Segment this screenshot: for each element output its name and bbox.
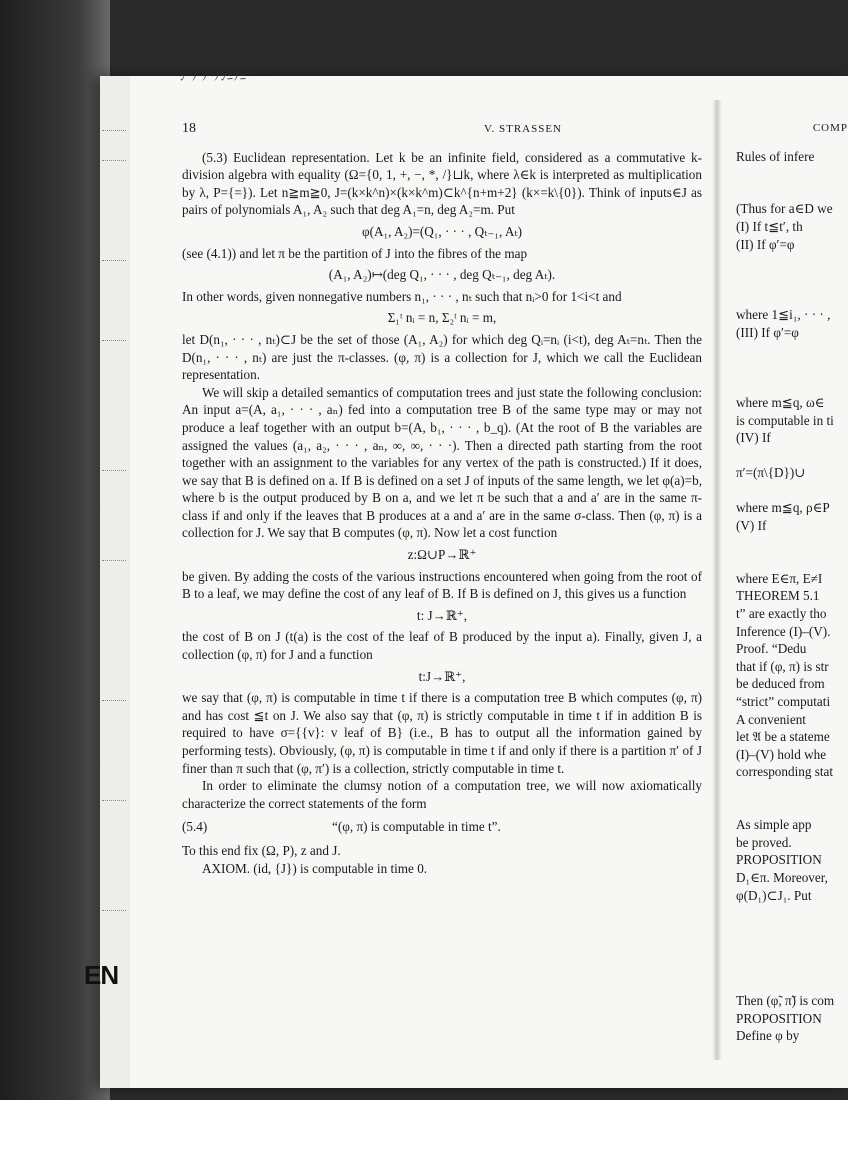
facing-page-line: that if (φ, π) is str xyxy=(736,658,829,674)
facing-page-lines xyxy=(736,148,848,1045)
facing-page-line: (II) If φ′=φ xyxy=(736,236,795,252)
author-header: V. STRASSEN xyxy=(483,123,562,135)
strip-mark xyxy=(102,700,126,701)
page-number: 18 xyxy=(182,121,196,136)
axiom: AXIOM. (id, {J}) is computable in time 0. xyxy=(202,860,428,876)
facing-page-line: where 1≦i₁, · · · , xyxy=(736,306,831,322)
facing-page-column xyxy=(736,120,848,1045)
paragraph: (see (4.1)) and let π be the partition of J into the fibres of the map xyxy=(182,245,528,261)
paragraph: let D(n₁, · · · , nₜ)⊂J be the set of those (A₁, A₂) for which deg Qᵢ=nᵢ (i<t), deg Aₜ=nₜ. Then the D(n₁, · · · , nₜ) are just the π-classes. (φ, π) is a collection for J, which we call the Euclidean representation. xyxy=(182,331,702,383)
facing-page-line xyxy=(736,165,848,183)
facing-page-line: (IV) If xyxy=(736,430,771,446)
numbered-equation xyxy=(182,818,702,836)
facing-page-line: be deduced from xyxy=(736,676,825,692)
paragraph: To this end fix (Ω, P), z and J. xyxy=(182,842,341,858)
facing-page-line: PROPOSITION xyxy=(736,852,822,868)
facing-running-head: COMP xyxy=(812,122,848,134)
facing-page-line: where m≦q, ρ∈P xyxy=(736,500,830,516)
strip-mark xyxy=(102,470,126,471)
facing-page-line: π′=(π\{D})∪ xyxy=(736,465,806,481)
top-scrap-text: ﾝﾞﾉ ﾉﾟﾉﾝﾆﾉﾆﾟﾞ ﾞﾞ xyxy=(180,71,273,83)
facing-page-line xyxy=(736,535,848,553)
equation: t:J→ℝ⁺, xyxy=(418,668,466,684)
paragraph: We will skip a detailed semantics of computation trees and just state the following conclusion: An input a=(A, a₁, · · · , aₙ) fed into a computation tree B of the same type may or may not produce a leaf together with an output b=(A, b₁, · · · , b_q). (At the root of B the variables are assigned the values (a₁, a₂, · · · , aₙ, ∞, ∞, · · ·). Then a directed path starting from the root together with an assignment to the variables for any vertex of the path is constructed.) If it does, we say that B is defined on a. If B is defined on a set J of inputs of the same length, we let φ(a)=b, where b is the output produced by B on a, and we let π be such that a and a′ are in the same π-class if and only if the leaves that B produces at a and a′ are in the same σ-class. Then (φ, π) is a collection for J. We say that B computes (φ, π). Now let a cost function xyxy=(182,384,702,541)
paragraph: In other words, given nonnegative numbers n₁, · · · , nₜ such that nᵢ>0 for 1<i<t and xyxy=(182,288,622,304)
facing-page-line: D₁∈π. Moreover, xyxy=(736,869,828,885)
equation: t: J→ℝ⁺, xyxy=(416,607,468,623)
main-column xyxy=(182,120,702,877)
paragraph: be given. By adding the costs of the various instructions encountered when going from the root of B to a leaf, we may define the cost of any leaf of B. If B is defined on J, this gives us a function xyxy=(182,568,702,602)
running-header xyxy=(182,120,702,139)
facing-page-line xyxy=(736,799,848,817)
facing-page-line xyxy=(736,975,848,993)
strip-mark xyxy=(102,800,126,801)
facing-page-line: Rules of infere xyxy=(736,148,815,164)
facing-page-line xyxy=(736,552,848,570)
facing-page-line: where E∈π, E≠I xyxy=(736,570,823,586)
equation: z:Ω∪P→ℝ⁺ xyxy=(407,547,477,563)
facing-page-line xyxy=(736,939,848,957)
facing-page-line: φ(D₁)⊂J₁. Put xyxy=(736,887,812,903)
strip-mark xyxy=(102,910,126,911)
paragraph: (5.3) Euclidean representation. Let k be an infinite field, considered as a commutative k-division algebra with equality (Ω={0, 1, +, −, *, /}⊔k, where λ∈k is interpreted as multiplication by λ, P={=}). Let n≧m≧0, J=(k×k^n)×(k×k^m)⊂k^{n+m+2} (k×=k\{0}). Think of inputs∈J as pairs of polynomials A₁, A₂ such that deg A₁=n, deg A₂=m. Put xyxy=(182,149,702,218)
facing-page-line: where m≦q, ω∈ xyxy=(736,394,825,410)
facing-page-line: (III) If φ′=φ xyxy=(736,324,799,340)
facing-page-line: Define φ by xyxy=(736,1028,800,1044)
equation: Σ₁ᵗ nᵢ = n, Σ₂ᵗ nᵢ = m, xyxy=(387,310,497,326)
equation: “(φ, π) is computable in time t”. xyxy=(332,819,501,835)
facing-page-line xyxy=(736,376,848,394)
facing-page-line xyxy=(736,482,848,500)
facing-page-line: (Thus for a∈D we xyxy=(736,201,833,217)
paragraph: the cost of B on J (t(a) is the cost of the leaf of B produced by the input a). Finally, given J, a collection (φ, π) for J and a function xyxy=(182,629,702,663)
facing-page-line: be proved. xyxy=(736,834,792,850)
facing-page-line xyxy=(736,922,848,940)
facing-page-line: Inference (I)–(V). xyxy=(736,623,831,639)
facing-page-line: Proof. “Dedu xyxy=(736,641,807,657)
facing-page-line xyxy=(736,253,848,271)
paragraph: In order to eliminate the clumsy notion of a computation tree, we will now axiomatically characterize the correct statements of the form xyxy=(182,778,702,811)
facing-page-line xyxy=(736,359,848,377)
binding-strip xyxy=(100,76,130,1088)
facing-page-line: THEOREM 5.1 xyxy=(736,588,820,604)
facing-page-line: PROPOSITION xyxy=(736,1010,822,1026)
facing-page-line: (I) If t≦t′, th xyxy=(736,218,803,234)
strip-mark xyxy=(102,340,126,341)
facing-page-line: “strict” computati xyxy=(736,694,831,709)
scan-left-edge xyxy=(0,0,110,1100)
strip-mark xyxy=(102,260,126,261)
facing-page-line xyxy=(736,957,848,975)
strip-mark xyxy=(102,130,126,131)
scan-bottom-margin xyxy=(0,1100,848,1170)
strip-text: EN xyxy=(84,960,119,990)
page-gutter xyxy=(712,100,722,1060)
facing-page-line xyxy=(736,447,848,465)
facing-page-line: As simple app xyxy=(736,817,812,833)
facing-page-line xyxy=(736,341,848,359)
paragraph: we say that (φ, π) is computable in time t if there is a computation tree B which computes (φ, π) and has cost ≦t on J. We also say that (φ, π) is strictly computable in time t if in addition B is required to have σ={{v}: v leaf of B} (i.e., B has to output all the information gained by performing tests). Obviously, (φ, π) is computable in time t if and only if there is a partition π′ of J finer than π such that (φ, π′) is a collection, strictly computable in time t. xyxy=(182,690,702,776)
facing-page-line xyxy=(736,271,848,289)
strip-mark xyxy=(102,160,126,161)
facing-page-line xyxy=(736,781,848,799)
facing-page-line: A convenient xyxy=(736,711,806,727)
facing-page-line xyxy=(736,288,848,306)
equation: φ(A₁, A₂)=(Q₁, · · · , Qₜ₋₁, Aₜ) xyxy=(361,223,523,239)
facing-page-line: (V) If xyxy=(736,518,767,534)
equation-number: (5.4) xyxy=(182,819,208,835)
facing-page-line: is computable in ti xyxy=(736,412,834,428)
facing-page-line: (I)–(V) hold whe xyxy=(736,746,827,762)
facing-page-line: let 𝔄 be a stateme xyxy=(736,729,830,745)
facing-page-line: t” are exactly tho xyxy=(736,606,827,622)
equation: (A₁, A₂)↦(deg Q₁, · · · , deg Qₜ₋₁, deg Aₜ). xyxy=(328,267,556,283)
facing-page-line xyxy=(736,904,848,922)
facing-page-line xyxy=(736,183,848,201)
strip-mark xyxy=(102,560,126,561)
facing-page-line: Then (φ̃, π̃) is com xyxy=(736,993,835,1009)
facing-page-line: corresponding stat xyxy=(736,764,834,780)
